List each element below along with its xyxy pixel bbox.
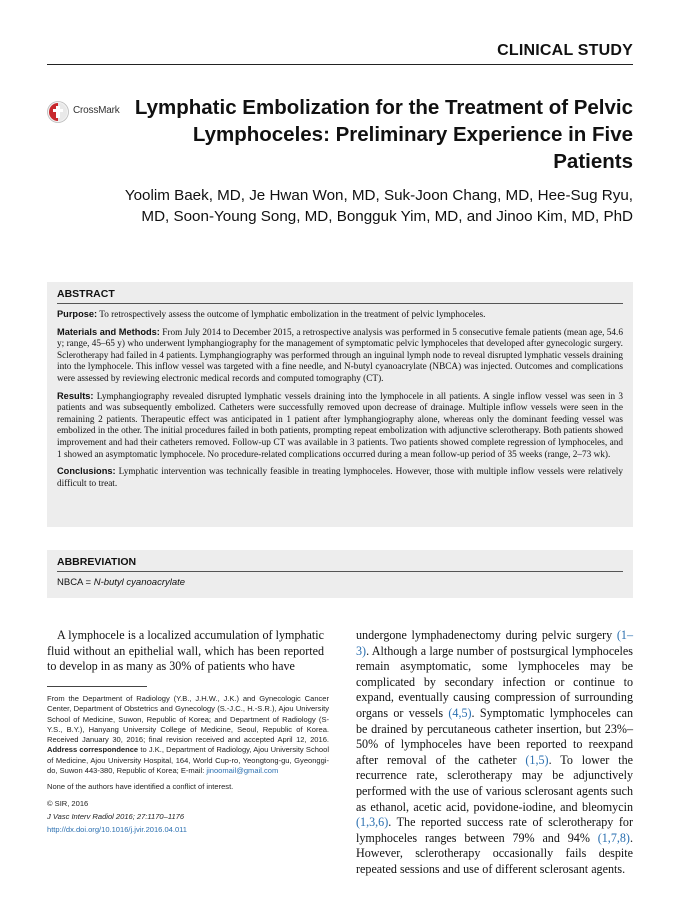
abstract-box (47, 282, 633, 527)
abstract-results (57, 391, 623, 462)
body-left-column (47, 628, 324, 675)
correspondence-label: Address correspondence (47, 745, 139, 755)
abstract-body (57, 309, 623, 495)
text-segment: undergone lymphadenectomy during pelvic surgery (356, 628, 617, 642)
copyright-note: © SIR, 2016 (47, 798, 89, 808)
intro-paragraph: A lymphocele is a localized accumulation of lymphatic fluid without an epithelial wall, which has been reported to develop in as many as 30% of patients who have (47, 628, 324, 674)
doi-link[interactable]: http://dx.doi.org/10.1016/j.jvir.2016.04.011 (47, 825, 187, 835)
text-segment: . Although a large number of postsurgical lymphoceles remain asymptomatic, some lymphoceles may be complicated by secondary infection or continue to expand, eventually causing compression of surrounding organs or vessels (356, 643, 633, 720)
affiliation-note (47, 694, 329, 776)
section-label: CLINICAL STUDY (497, 42, 633, 59)
abbreviation-box (47, 550, 633, 598)
crossmark-badge[interactable] (47, 101, 147, 123)
continued-paragraph (356, 628, 633, 878)
footnote-rule (47, 686, 147, 687)
journal-citation: J Vasc Interv Radiol 2016; 27:1170–1176 (47, 811, 185, 821)
purpose-label: Purpose: (57, 309, 98, 319)
methods-label: Materials and Methods: (57, 326, 160, 337)
citation-link[interactable]: (4,5) (448, 705, 472, 720)
abbreviation-heading: ABBREVIATION (57, 556, 137, 568)
citation-link[interactable]: (1–3) (356, 628, 633, 658)
purpose-text: To retrospectively assess the outcome of lymphatic embolization in the treatment of pelvic lymphoceles. (97, 310, 486, 320)
methods-text: From July 2014 to December 2015, a retrospective analysis was performed in 5 consecutive female patients (mean age, 54.6 y; range, 45–65 y) who underwent lymphangiography for the management of symptomatic pelvic lymphoceles that developed after gynecologic surgery. Sclerotherapy had failed in 4 patients. Lymphangiography was performed through an inguinal lymph node to reveal disrupted lymphatic vessels draining into the lymphocele. This inflow vessel was targeted with a fine needle, and N-butyl cyanoacrylate (NBCA) was injected. Outcomes and complications were assessed by reviewing electronic medical records and computed tomography (CT). (57, 327, 623, 384)
results-label: Results: (57, 390, 94, 401)
article-title: Lymphatic Embolization for the Treatment of Pelvic Lymphoceles: Preliminary Experience in Five Patients (134, 96, 633, 173)
abstract-purpose (57, 309, 623, 322)
citation-link[interactable]: (1,7,8) (597, 830, 630, 845)
author-list: Yoolim Baek, MD, Je Hwan Won, MD, Suk-Joon Chang, MD, Hee-Sug Ryu, MD, Soon-Young Song, MD, Bongguk Yim, MD, and Jinoo Kim, MD, PhD (124, 187, 633, 225)
affiliation-text: From the Department of Radiology (Y.B., J.H.W., J.K.) and Gynecologic Cancer Center, Department of Obstetrics and Gynecology (S.-J.C., H.-S.R.), Ajou University School of Medicine, Suwon, Republic of Korea; and Department of Radiology (S-Y.S., B.Y.), Hanyang University College of Medicine, Seoul, Republic of Korea. Received January 30, 2016; final revision received and accepted April 12, 2016. (47, 694, 329, 745)
abstract-rule (57, 303, 623, 304)
abstract-heading: ABSTRACT (57, 288, 115, 300)
correspondence-text: to J.K., Department of Radiology, Ajou University School of Medicine, Ajou University Hospital, 164, World Cup-ro, Yeongtong-gu, Gyeonggi-do, Suwon 443-380, Republic of Korea; E-mail: (47, 745, 329, 776)
abbreviation-definition: N-butyl cyanoacrylate (93, 577, 186, 588)
text-segment: . The reported success rate of sclerotherapy for lymphoceles ranges between 79% and 94% (356, 815, 633, 845)
citation-link[interactable]: (1,3,6) (356, 815, 389, 830)
results-text: Lymphangiography revealed disrupted lymphatic vessels draining into the lymphocele in all patients. A single inflow vessel was seen in 3 patients and was subsequently embolized. Catheters were successfully removed upon decrease of drainage. Multiple inflow vessels were seen in the remaining 2 patients. Therapeutic effect was anticipated in 1 patient after lymphangiography alone, whereas only the dominant feeding vessel was embolized in the other. The initial procedures failed in both patients, prompting repeat embolization with adjunctive sclerotherapy. Both patients showed improvement and had their catheters removed. Follow-up CT was available in 3 patients. Two patients showed complete regression of lymphoceles, and 1 showed an asymptomatic lymphocele. No procedure-related complications occurred during a mean follow-up period of 35 weeks (range, 2–73 wk). (57, 391, 623, 460)
crossmark-label: CrossMark (73, 105, 120, 116)
abstract-methods (57, 327, 623, 386)
text-segment: . To lower the recurrence rate, sclerotherapy may be adjunctively performed with the use of various sclerosant agents such as ethanol, acetic acid, povidone-iodine, and bleomycin (356, 752, 633, 814)
footnote-block (47, 694, 329, 842)
text-segment: . Symptomatic lymphoceles can be drained by percutaneous catheter insertion, but 23%–50% of lymphoceles have been reported to reexpand after removal of the catheter (356, 705, 633, 767)
abbreviation-term: NBCA = (57, 577, 94, 588)
email-link[interactable]: jinoomail@gmail.com (206, 766, 279, 776)
conclusions-label: Conclusions: (57, 466, 116, 477)
conclusions-text: Lymphatic intervention was technically feasible in treating lymphoceles. However, those with multiple inflow vessels were relatively difficult to treat. (57, 467, 623, 489)
citation-link[interactable]: (1,5) (525, 752, 549, 767)
body-right-column (356, 628, 633, 878)
text-segment: . However, sclerotherapy occasionally fails despite repeated sessions and use of different sclerosant agents. (356, 830, 633, 876)
abstract-conclusions (57, 466, 623, 490)
abbreviation-entry (57, 577, 185, 588)
crossmark-icon (47, 101, 69, 123)
header-rule (47, 64, 633, 65)
abbreviation-rule (57, 571, 623, 572)
conflict-note: None of the authors have identified a conflict of interest. (47, 782, 234, 792)
